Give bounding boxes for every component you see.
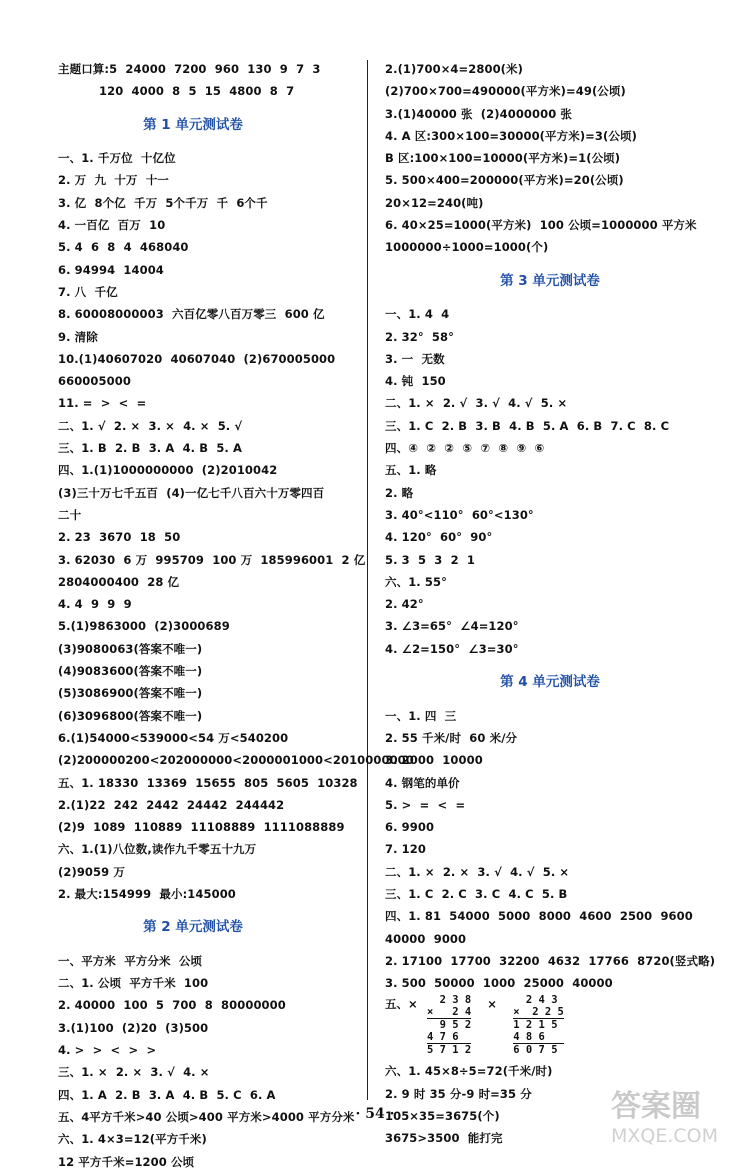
text-line: 4. 一百亿 百万 10 — [58, 218, 166, 233]
text-line: 9. 清除 — [58, 329, 98, 344]
text-line: 六、1. 4×3=12(平方千米) — [58, 1132, 207, 1147]
section-heading: 第 3 单元测试卷 — [500, 272, 600, 289]
text-line: 六、1. 45×8÷5=72(千米/时) — [385, 1064, 553, 1079]
text-line: 4. A 区:300×100=30000(平方米)=3(公顷) — [385, 128, 637, 143]
text-line: 2. 9 时 35 分-9 时=35 分 — [385, 1086, 532, 1101]
text-line: 660005000 — [58, 374, 131, 389]
text-line: 三、1. B 2. B 3. A 4. B 5. A — [58, 441, 242, 456]
text-line: 五、1. 略 — [385, 463, 437, 478]
section-heading: 第 2 单元测试卷 — [143, 919, 243, 936]
text-line: 5. 4 6 8 4 468040 — [58, 240, 189, 255]
text-line: 2804000400 28 亿 — [58, 574, 180, 589]
text-line: 3. 亿 8个亿 千万 5个千万 千 6个千 — [58, 195, 268, 210]
mult-row: 4 7 6 — [427, 1031, 471, 1044]
text-line: 2. 42° — [385, 597, 424, 612]
mult-row: 5 7 1 2 — [427, 1044, 472, 1057]
text-line: (2)700×700=490000(平方米)=49(公顷) — [385, 84, 626, 99]
text-line: 六、1.(1)八位数,读作九千零五十九万 — [58, 842, 257, 857]
text-line: 11. = > < = — [58, 396, 147, 411]
text-line: 二、1. × 2. × 3. √ 4. √ 5. × — [385, 864, 570, 879]
watermark-text: 答案圈 — [611, 1089, 701, 1124]
text-line: 5.(1)9863000 (2)3000689 — [58, 619, 230, 634]
vertical-multiplication-block — [385, 994, 725, 1060]
text-line: 4. 钢笔的单价 — [385, 775, 460, 790]
text-line: 4. 钝 150 — [385, 374, 446, 389]
text-line: 二、1. × 2. √ 3. √ 4. √ 5. × — [385, 396, 568, 411]
watermark-url: MXQE.COM — [611, 1125, 719, 1147]
text-line: 2. 万 九 十万 十一 — [58, 173, 169, 188]
text-line: 六、1. 55° — [385, 574, 447, 589]
text-line: 4. 4 9 9 9 — [58, 597, 132, 612]
text-line: 2.(1)22 242 2442 24442 244442 — [58, 797, 285, 812]
text-line: 1000000÷1000=1000(个) — [385, 240, 549, 255]
times-sign: × — [487, 997, 497, 1012]
multiplication-238x24 — [427, 994, 471, 1056]
text-line: 7. 八 千亿 — [58, 284, 118, 299]
multiplication-243x25 — [513, 994, 564, 1056]
mult-row: 1 2 1 5 — [513, 1019, 558, 1032]
page-number: · 54 · — [355, 1106, 395, 1122]
text-line: 3. 62030 6 万 995709 100 万 185996001 2 亿 — [58, 552, 366, 567]
mult-row: 4 8 6 — [513, 1031, 564, 1044]
text-line: 5. > = < = — [385, 797, 466, 812]
text-line: (2)9 1089 110889 11108889 1111088889 — [58, 820, 345, 835]
text-line: 5. 500×400=200000(平方米)=20(公顷) — [385, 173, 624, 188]
section-heading: 第 1 单元测试卷 — [143, 116, 243, 133]
text-line: 6. 9900 — [385, 820, 435, 835]
text-line: 二、1. 公顷 平方千米 100 — [58, 976, 209, 991]
text-line: 4. ∠2=150° ∠3=30° — [385, 641, 519, 656]
text-line: 3. 500 50000 1000 25000 40000 — [385, 976, 613, 991]
text-line: 120 4000 8 5 15 4800 8 7 — [58, 84, 295, 99]
text-line: 3675>3500 能打完 — [385, 1131, 503, 1146]
text-line: 2. 最大:154999 最小:145000 — [58, 886, 236, 901]
text-line: 3. 2000 10000 — [385, 753, 483, 768]
text-line: 3. 40°<110° 60°<130° — [385, 507, 534, 522]
text-line: 40000 9000 — [385, 931, 467, 946]
text-line: 2. 32° 58° — [385, 329, 454, 344]
text-line: 五、1. 18330 13369 15655 805 5605 10328 — [58, 775, 358, 790]
mult-row: 6 0 7 5 — [513, 1044, 558, 1057]
mult-row: 9 5 2 — [427, 1019, 472, 1032]
text-line: 一、1. 千万位 十亿位 — [58, 151, 176, 166]
text-line: (2)200000200<202000000<2000001000<2010000000 — [58, 753, 414, 768]
text-line: 一、1. 4 4 — [385, 307, 450, 322]
text-line: 5. 3 5 3 2 1 — [385, 552, 476, 567]
text-line: 3. 一 无数 — [385, 351, 445, 366]
section-heading: 第 4 单元测试卷 — [500, 674, 600, 691]
column-divider — [367, 60, 368, 1100]
text-line: 四、1. 81 54000 5000 8000 4600 2500 9600 — [385, 909, 693, 924]
text-line: 四、1.(1)1000000000 (2)2010042 — [58, 463, 278, 478]
text-line: 4. > > < > > — [58, 1043, 157, 1058]
calc-label: 五、× — [385, 997, 418, 1012]
text-line: 四、④ ② ② ⑤ ⑦ ⑧ ⑨ ⑥ — [385, 441, 545, 456]
text-line: 6. 40×25=1000(平方米) 100 公顷=1000000 平方米 — [385, 218, 697, 233]
text-line: 二、1. √ 2. × 3. × 4. × 5. √ — [58, 418, 243, 433]
watermark-logo — [611, 1081, 736, 1147]
right-column — [385, 58, 725, 1150]
text-line: 8. 60008000003 六百亿零八百万零三 600 亿 — [58, 307, 325, 322]
text-line: 一、平方米 平方分米 公顷 — [58, 953, 203, 968]
text-line: 4. 120° 60° 90° — [385, 530, 493, 545]
text-line: 三、1. C 2. B 3. B 4. B 5. A 6. B 7. C 8. C — [385, 418, 670, 433]
text-line: 2. 23 3670 18 50 — [58, 530, 181, 545]
text-line: (5)3086900(答案不唯一) — [58, 686, 203, 701]
text-line: 6. 94994 14004 — [58, 262, 164, 277]
text-line: 2. 40000 100 5 700 8 80000000 — [58, 998, 286, 1013]
text-line: 三、1. × 2. × 3. √ 4. × — [58, 1065, 210, 1080]
text-line: (3)三十万七千五百 (4)一亿七千八百六十万零四百 — [58, 485, 325, 500]
text-line: 3.(1)100 (2)20 (3)500 — [58, 1020, 209, 1035]
mult-row: × 2 4 — [427, 1006, 472, 1019]
text-line: (6)3096800(答案不唯一) — [58, 708, 203, 723]
text-line: 二十 — [58, 507, 82, 522]
text-line: 2. 17100 17700 32200 4632 17766 8720(竖式略) — [385, 953, 716, 968]
text-line: 20×12=240(吨) — [385, 195, 484, 210]
mult-row: × 2 2 5 — [513, 1006, 564, 1019]
text-line: 7. 120 — [385, 842, 426, 857]
text-line: 12 平方千米=1200 公顷 — [58, 1154, 195, 1169]
text-line: 2. 55 千米/时 60 米/分 — [385, 730, 518, 745]
text-line: 主题口算:5 24000 7200 960 130 9 7 3 — [58, 62, 321, 76]
text-line: (4)9083600(答案不唯一) — [58, 664, 203, 679]
text-line: 3. ∠3=65° ∠4=120° — [385, 619, 519, 634]
text-line: (2)9059 万 — [58, 864, 125, 879]
text-line: 2.(1)700×4=2800(米) — [385, 62, 523, 76]
text-line: 五、4平方千米>40 公顷>400 平方米>4000 平方分米 — [58, 1109, 355, 1124]
text-line: 2. 略 — [385, 485, 414, 500]
text-line: 3.(1)40000 张 (2)4000000 张 — [385, 106, 573, 121]
mult-row: 2 4 3 — [513, 994, 558, 1007]
mult-row: 2 3 8 — [427, 994, 472, 1007]
text-line: 四、1. A 2. B 3. A 4. B 5. C 6. A — [58, 1087, 276, 1102]
text-line: 一、1. 四 三 — [385, 708, 457, 723]
text-line: B 区:100×100=10000(平方米)=1(公顷) — [385, 151, 621, 166]
text-line: 10.(1)40607020 40607040 (2)670005000 — [58, 351, 336, 366]
text-line: 三、1. C 2. C 3. C 4. C 5. B — [385, 886, 568, 901]
text-line: 105×35=3675(个) — [385, 1109, 500, 1124]
text-line: 6.(1)54000<539000<54 万<540200 — [58, 730, 289, 745]
text-line: (3)9080063(答案不唯一) — [58, 641, 203, 656]
